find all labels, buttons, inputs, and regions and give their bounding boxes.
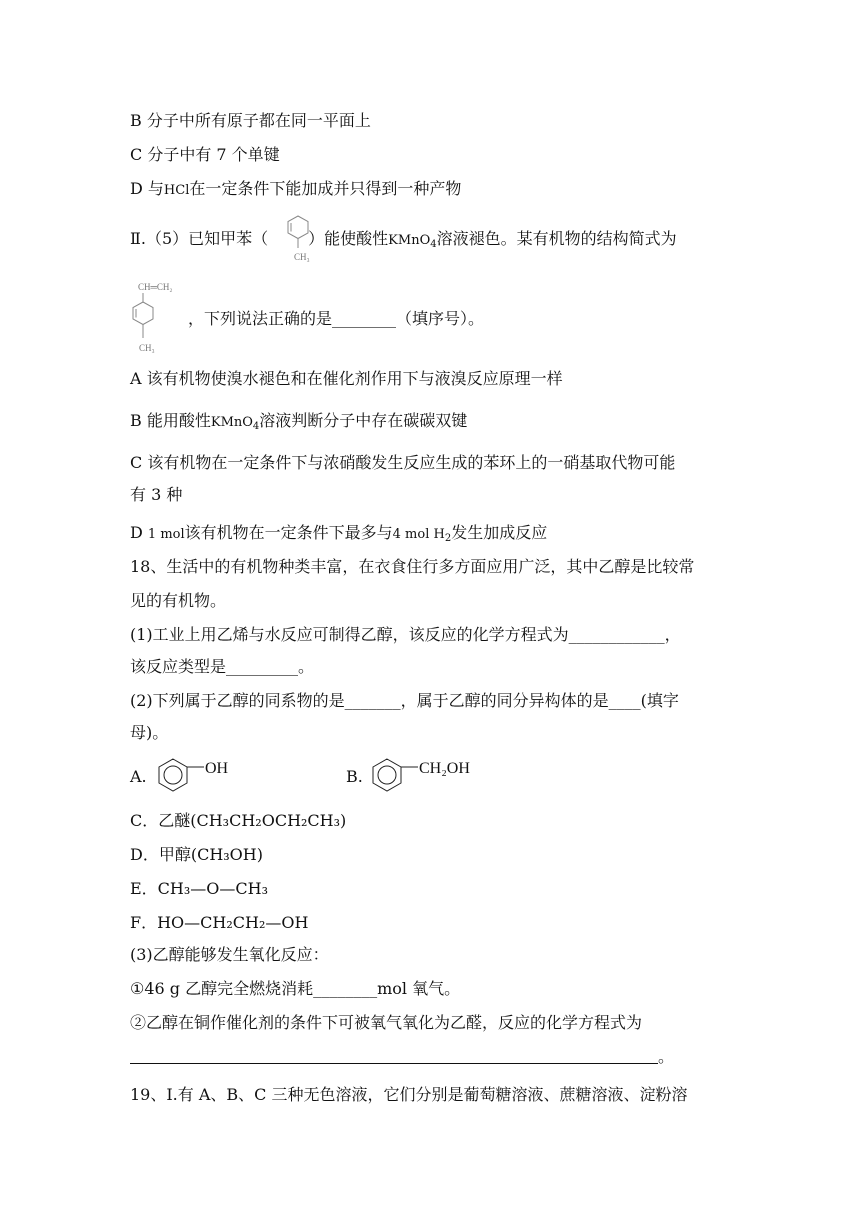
toluene-ch3-label: CH₃ bbox=[294, 252, 310, 262]
option-c-ether: C．乙醚(CH₃CH₂OCH₂CH₃) bbox=[130, 811, 347, 830]
option-b-label: B. bbox=[346, 767, 363, 786]
benzyl-alcohol-structure bbox=[366, 754, 486, 798]
q18-part3-item2: ②乙醇在铜作催化剂的条件下可被氧气氧化为乙醛，反应的化学方程式为 bbox=[130, 1013, 643, 1032]
q17-part2-option-b: B 能用酸性KMnO$_4$溶液判断分子中存在碳碳双键 bbox=[130, 411, 468, 432]
q18-stem-line1: 18、生活中的有机物种类丰富，在衣食住行多方面应用广泛，其中乙醇是比较常 bbox=[130, 557, 695, 576]
q18-part2-line2: 母)。 bbox=[130, 723, 169, 742]
benzyl-ch2oh-label: CH₂OH bbox=[419, 760, 470, 777]
q18-part3-item1: ①46 g 乙醇完全燃烧消耗________mol 氧气。 bbox=[130, 979, 461, 998]
answer-blank bbox=[130, 1047, 658, 1064]
option-d-methanol: D．甲醇(CH₃OH) bbox=[130, 845, 263, 864]
vinyl-group-label: CH═CH₂ bbox=[138, 282, 173, 292]
q18-stem-line2: 见的有机物。 bbox=[130, 591, 227, 610]
option-f-ethylene-glycol: F．HO—CH₂CH₂—OH bbox=[130, 913, 309, 932]
q17-option-b: B 分子中所有原子都在同一平面上 bbox=[130, 111, 371, 130]
q17-option-c: C 分子中有 7 个单键 bbox=[130, 145, 280, 164]
methylstyrene-structure bbox=[130, 276, 190, 364]
q18-part3-answer-line: 。 bbox=[130, 1046, 674, 1068]
q17-part2-option-c-line1: C 该有机物在一定条件下与浓硝酸发生反应生成的苯环上的一硝基取代物可能 bbox=[130, 453, 676, 472]
toluene-structure bbox=[282, 212, 322, 270]
q17-part2-option-c-line2: 有 3 种 bbox=[130, 485, 183, 504]
phenol-structure bbox=[152, 754, 242, 798]
q17-part2-option-a: A 该有机物使溴水褪色和在催化剂作用下与液溴反应原理一样 bbox=[130, 369, 563, 388]
q18-part1-line1: (1)工业上用乙烯与水反应可制得乙醇，该反应的化学方程式为____________， bbox=[130, 625, 681, 644]
q19-stem-line1: 19、Ⅰ.有 A、B、C 三种无色溶液，它们分别是葡萄糖溶液、蔗糖溶液、淀粉溶 bbox=[130, 1085, 688, 1104]
methyl-group-label: CH₃ bbox=[139, 343, 155, 353]
option-e-dimethyl-ether: E．CH₃—O—CH₃ bbox=[130, 879, 269, 898]
q18-part1-line2: 该反应类型是_________。 bbox=[130, 657, 315, 676]
option-a-label: A. bbox=[130, 767, 147, 786]
q17-option-d: D 与HCl在一定条件下能加成并只得到一种产物 bbox=[130, 179, 462, 198]
q18-part2-line1: (2)下列属于乙醇的同系物的是_______，属于乙醇的同分异构体的是____(填字 bbox=[130, 691, 679, 710]
q17-part2-line2: ，下列说法正确的是________（填序号）。 bbox=[188, 309, 485, 328]
q18-part3-stem: (3)乙醇能够发生氧化反应： bbox=[130, 945, 329, 964]
phenol-oh-label: OH bbox=[205, 760, 229, 777]
q17-part2-line1: Ⅱ.（5）已知甲苯（ ）能使酸性KMnO$_4$溶液褪色。某有机物的结构简式为 bbox=[130, 229, 677, 250]
q17-part2-option-d: D 1 mol该有机物在一定条件下最多与4 mol $H_2$发生加成反应 bbox=[130, 523, 548, 544]
